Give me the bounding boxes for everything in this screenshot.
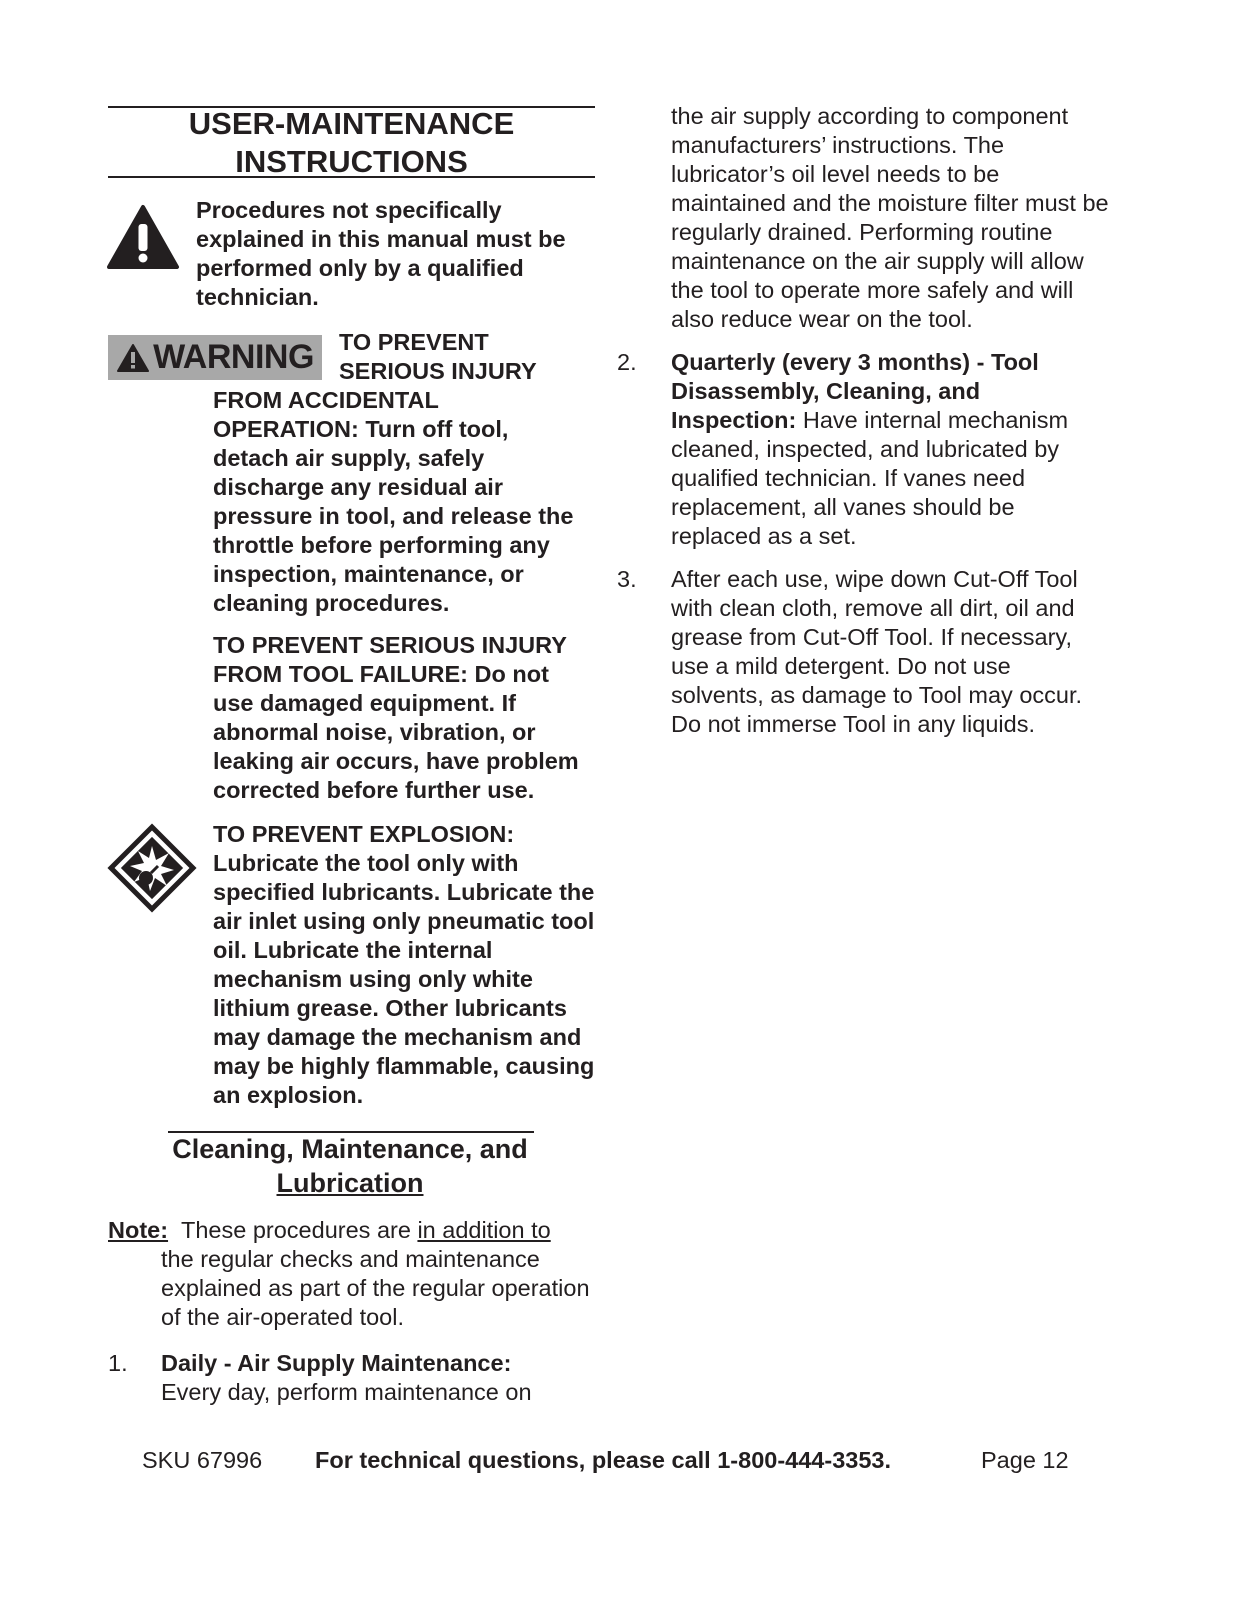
item2-number: 2.: [617, 349, 637, 375]
warning-label: WARNING: [153, 338, 314, 376]
footer-support: For technical questions, please call 1-800-444-3353.: [315, 1447, 892, 1473]
note-label: Note:: [108, 1217, 169, 1243]
warning-triangle-icon: [116, 343, 150, 373]
subtitle-line1: Cleaning, Maintenance, and: [172, 1134, 528, 1164]
section-title-line1: USER-MAINTENANCE: [188, 106, 515, 141]
note-underlined: in addition to: [417, 1217, 551, 1243]
subtitle-line2: Lubrication: [276, 1168, 424, 1198]
item1-continued: the air supply according to component manufacturers’ instructions. The lubricator’s oil level needs to be maintained and the moisture filter must be regularly drained. Performing routine maintenance on the air supply will allow the tool to operate more safely and will also reduce wear on the tool.: [671, 103, 1109, 332]
note-first-line: [181, 1216, 601, 1245]
note-pre: These procedures are: [181, 1217, 411, 1243]
footer-sku: SKU 67996: [142, 1447, 263, 1473]
note-text: the regular checks and maintenance explained as part of the regular operation of the air-operated tool.: [161, 1246, 590, 1330]
warning1-lead: TO PREVENT SERIOUS INJURY: [339, 329, 537, 384]
item2-body: [671, 348, 1096, 551]
item3-number: 3.: [617, 566, 637, 592]
warning2-text: TO PREVENT SERIOUS INJURY FROM TOOL FAILURE: Do not use damaged equipment. If abnormal noise, vibration, or leaking air occurs, have problem corrected before further use.: [213, 632, 579, 803]
footer-page: Page 12: [981, 1447, 1069, 1473]
explosion-text: TO PREVENT EXPLOSION: Lubricate the tool only with specified lubricants. Lubricate the air inlet using only pneumatic tool oil. Lubricate the internal mechanism using only white lithium grease. Other lubricants may damage the mechanism and may be highly flammable, causing an explosion.: [213, 821, 595, 1108]
item1-title: Daily - Air Supply Maintenance:: [161, 1350, 512, 1376]
item2-text: Have internal mechanism cleaned, inspected, and lubricated by qualified technician. If vanes need replacement, all vanes should be replaced as a set.: [671, 407, 1069, 549]
item2-title: Quarterly (every 3 months) - Tool Disassembly, Cleaning, and Inspection:: [671, 349, 1039, 433]
caution-triangle-icon: [106, 204, 180, 270]
caution-text: Procedures not specifically explained in this manual must be performed only by a qualified technician.: [196, 197, 566, 310]
item3-text: After each use, wipe down Cut-Off Tool with clean cloth, remove all dirt, oil and grease from Cut-Off Tool. If necessary, use a mild detergent. Do not use solvents, as damage to Tool may occur. Do not immerse Tool in any liquids.: [671, 566, 1083, 737]
warning1-text: FROM ACCIDENTAL OPERATION: Turn off tool, detach air supply, safely discharge any residual air pressure in tool, and release the throttle before performing any inspection, maintenance, or cleaning procedures.: [213, 387, 574, 616]
title-bottom-rule: [108, 176, 595, 178]
item1-number: 1.: [108, 1350, 128, 1376]
item1-text: Every day, perform maintenance on: [161, 1379, 532, 1405]
explosion-hazard-icon: [106, 822, 198, 914]
section-title-line2: INSTRUCTIONS: [235, 144, 468, 179]
warning-badge: [108, 335, 322, 380]
